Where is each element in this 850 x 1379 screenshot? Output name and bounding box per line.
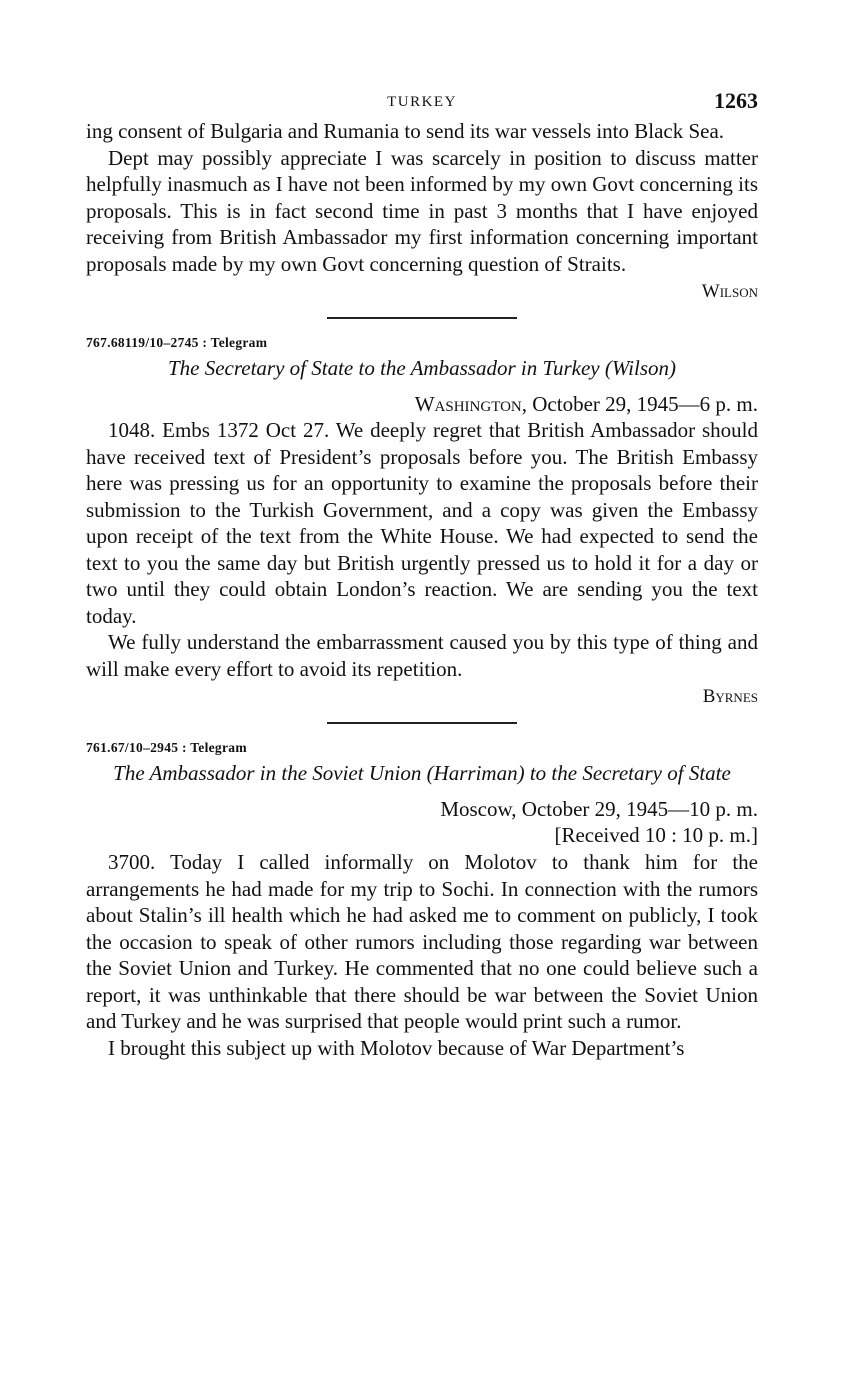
- dateline-place: Washington,: [414, 392, 528, 416]
- signature-wilson: Wilson: [701, 281, 758, 302]
- document-heading: The Ambassador in the Soviet Union (Harriman) to the Secretary of State: [113, 761, 731, 785]
- document-reference: 761.67/10–2945 : Telegram: [86, 740, 247, 755]
- document-page: [86, 88, 758, 1061]
- body-paragraph: Dept may possibly appreciate I was scarcely in position to discuss matter helpfully inasmuch as I have not been informed by my own Govt concerning its proposals. This is in fact second time in past 3 months that I have enjoyed receiving from British Ambassador my first information concerning important proposals made by my own Govt concerning question of Straits.: [86, 145, 758, 276]
- body-paragraph: We fully understand the embarrassment caused you by this type of thing and will make every effort to avoid its repetition.: [86, 630, 758, 681]
- body-paragraph: 1048. Embs 1372 Oct 27. We deeply regret that British Ambassador should have received text of President’s proposals before you. The British Embassy here was pressing us for an opportunity to examine the proposals before their submission to the Turkish Government, and a copy was given the Embassy upon receipt of the text from the White House. We had expected to send the text to you the same day but British urgently pressed us to hold it for a day or two until they could obtain London’s reaction. We are sending you the text today.: [86, 418, 758, 628]
- section-divider: [327, 722, 517, 724]
- dateline: Moscow, October 29, 1945—10 p. m.: [440, 797, 758, 821]
- running-head: [86, 88, 758, 118]
- signature-byrnes: Byrnes: [702, 686, 758, 707]
- received-line: [Received 10 : 10 p. m.]: [554, 823, 758, 847]
- continuation-paragraph: ing consent of Bulgaria and Rumania to send its war vessels into Black Sea.: [86, 119, 725, 143]
- page-number: 1263: [714, 88, 758, 113]
- dateline: [86, 391, 758, 417]
- document-heading: The Secretary of State to the Ambassador in Turkey (Wilson): [167, 356, 677, 380]
- body-paragraph: I brought this subject up with Molotov because of War Department’s: [108, 1035, 685, 1060]
- body-paragraph: 3700. Today I called informally on Molotov to thank him for the arrangements he had made for my trip to Sochi. In connection with the rumors about Stalin’s ill health which he had asked me to comment on publicly, I took the occasion to speak of other rumors including those regarding war between the Soviet Union and Turkey. He commented that no one could believe such a report, it was unthinkable that there should be war between the Soviet Union and Turkey and he was surprised that people would print such a rumor.: [86, 850, 758, 1033]
- dateline-date: October 29, 1945—6 p. m.: [532, 392, 758, 416]
- running-title: TURKEY: [387, 94, 457, 110]
- section-divider: [327, 317, 517, 319]
- document-reference: 767.68119/10–2745 : Telegram: [86, 335, 268, 350]
